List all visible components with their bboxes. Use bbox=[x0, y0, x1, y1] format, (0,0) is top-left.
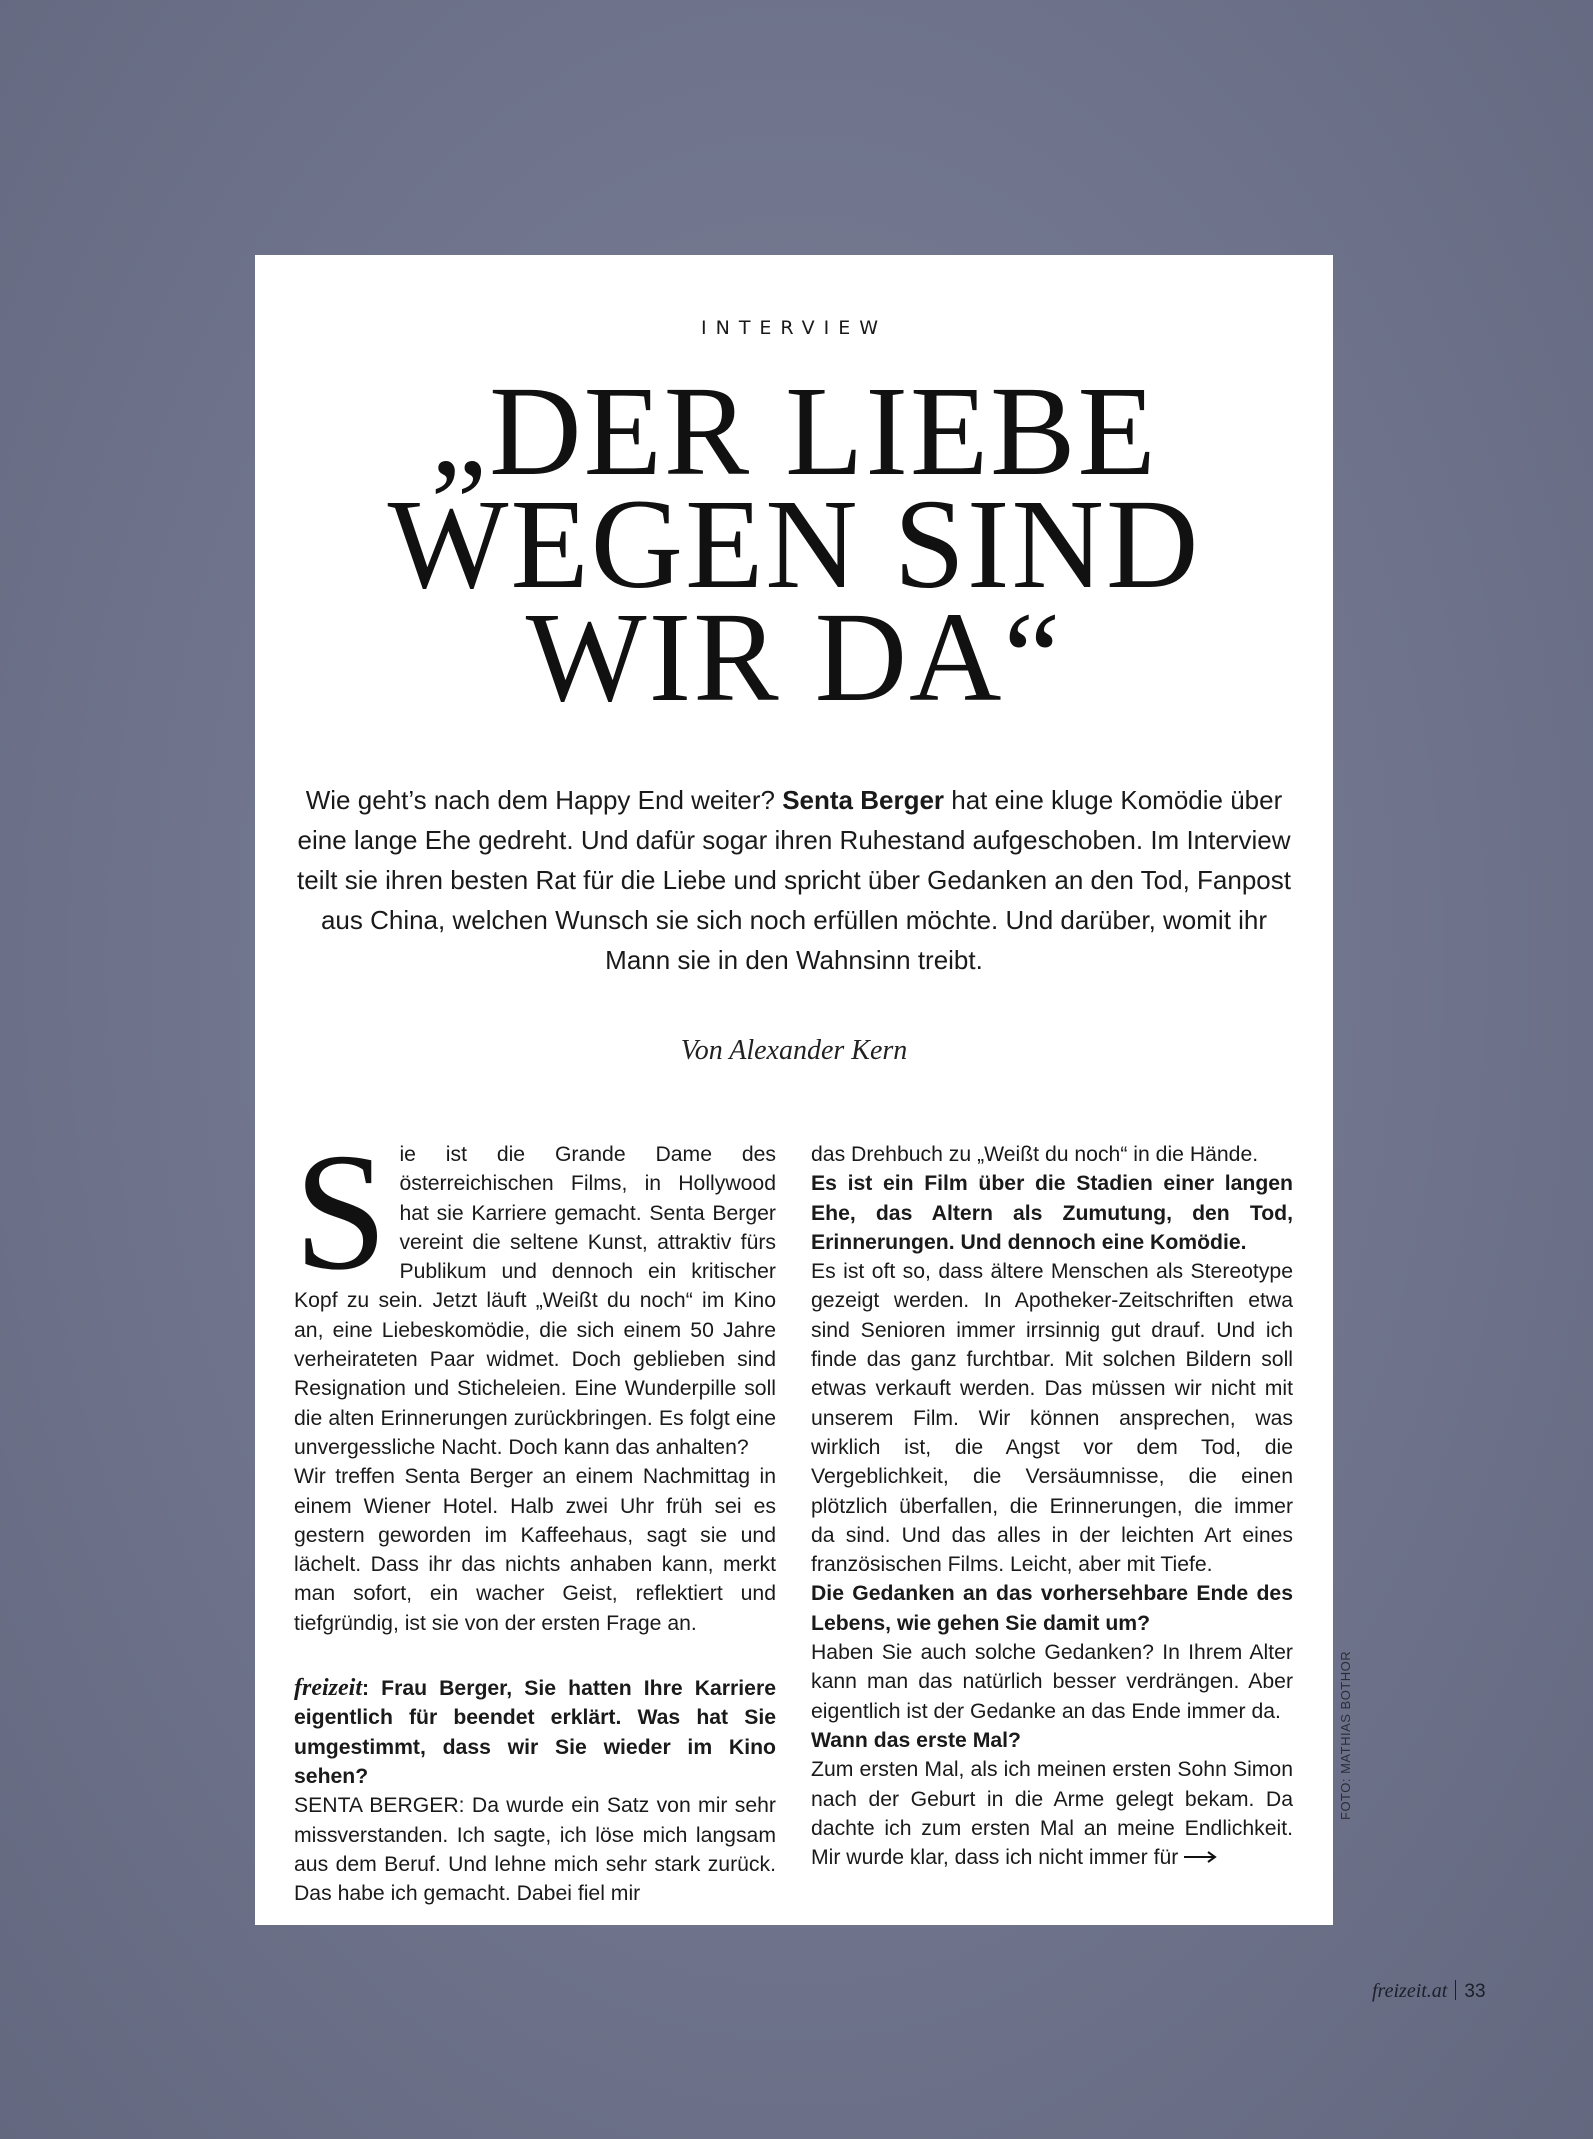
intro-part-1: Wie geht’s nach dem Happy End weiter? bbox=[305, 785, 783, 815]
byline: Von Alexander Kern bbox=[680, 1035, 908, 1066]
question-2: Es ist ein Film über die Stadien einer langen Ehe, das Altern als Zumutung, den Tod, Erinnerungen. Und dennoch eine Komödie. bbox=[811, 1172, 1293, 1254]
lead-paragraph bbox=[294, 1119, 776, 1462]
answer-1-continued: das Drehbuch zu „Weißt du noch“ in die Hände. bbox=[811, 1143, 1259, 1166]
footer-divider bbox=[1455, 1980, 1456, 2000]
footer-site: freizeit.at bbox=[1372, 1980, 1448, 2002]
speaker-label: SENTA BERGER: bbox=[294, 1794, 465, 1818]
intro-text bbox=[295, 780, 1293, 980]
right-column bbox=[811, 1140, 1293, 1872]
answer-4-text: Zum ersten Mal, als ich meinen ersten Sohn Simon nach der Geburt in die Arme gelegt bekam. Da dachte ich zum ersten Mal an meine Endlichkeit. Mir wurde klar, dass ich nicht immer für bbox=[811, 1758, 1293, 1870]
answer-2: Es ist oft so, dass ältere Menschen als Stereotype gezeigt werden. In Apotheker-Zeitschriften etwa sind Senioren immer irrsinnig gut drauf. Und ich finde das ganz furchtbar. Mit solchen Bildern soll etwas verkauft werden. Das müssen wir nicht mit unserem Film. Wir können ansprechen, was wirklich ist, die Angst vor dem Tod, die Vergeblichkeit, die Versäumnisse, die einen plötzlich überfallen, die Erinnerungen, die immer da sind. Und das alles in der leichten Art eines französischen Films. Leicht, aber mit Tiefe. bbox=[811, 1260, 1293, 1577]
continue-arrow-icon bbox=[1184, 1843, 1218, 1872]
question-1-text: : Frau Berger, Sie hatten Ihre Karriere eigentlich für beendet erklärt. Was hat Sie umgestimmt, dass wir Sie wieder im Kino sehen? bbox=[294, 1677, 776, 1788]
page-number: 33 bbox=[1464, 1981, 1486, 2002]
left-column bbox=[294, 1119, 776, 1908]
question-1 bbox=[294, 1674, 776, 1791]
paragraph-2: Wir treffen Senta Berger an einem Nachmittag in einem Wiener Hotel. Halb zwei Uhr früh sei es gestern geworden im Kaffeehaus, sagt sie und lächelt. Dass ihr das nichts anhaben kann, merkt man sofort, ein wacher Geist, reflektiert und tiefgründig, ist sie von der ersten Frage an. bbox=[294, 1465, 776, 1635]
answer-4 bbox=[811, 1755, 1293, 1872]
answer-3: Haben Sie auch solche Gedanken? In Ihrem Alter kann man das natürlich besser verdrängen. Aber eigentlich ist der Gedanke an das Ende immer da. bbox=[811, 1641, 1293, 1723]
question-4: Wann das erste Mal? bbox=[811, 1728, 1021, 1752]
section-kicker: INTERVIEW bbox=[701, 317, 887, 339]
headline bbox=[255, 360, 1333, 728]
headline-line-1: „DER LIEBE bbox=[430, 360, 1158, 502]
headline-line-3: WIR DA“ bbox=[525, 586, 1063, 728]
brand-freizeit: freizeit bbox=[294, 1675, 362, 1702]
dropcap: S bbox=[294, 1119, 388, 1305]
lead-text: ie ist die Grande Dame des österreichischen Films, in Hollywood hat sie Karriere gemacht. Senta Berger vereint die seltene Kunst, attraktiv fürs Publikum und dennoch ein kritischer Kopf zu sein. Jetzt läuft „Weißt du noch“ im Kino an, eine Liebeskomödie, die sich einem 50 Jahre verheirateten Paar widmet. Doch geblieben sind Resignation und Sticheleien. Eine Wunderpille soll die alten Erinnerungen zurückbringen. Es folgt eine unvergessliche Nacht. Doch kann das anhalten? bbox=[294, 1143, 776, 1459]
intro-part-2: hat eine kluge Komödie über eine lange Ehe gedreht. Und dafür sogar ihren Ruhestand aufgeschoben. Im Interview teilt sie ihren besten Rat für die Liebe und spricht über Gedanken an den Tod, Fanpost aus China, welchen Wunsch sie sich noch erfüllen möchte. Und darüber, womit ihr Mann sie in den Wahnsinn treibt. bbox=[297, 785, 1291, 975]
question-3: Die Gedanken an das vorhersehbare Ende des Lebens, wie gehen Sie damit um? bbox=[811, 1582, 1293, 1635]
answer-1-text: Da wurde ein Satz von mir sehr missverstanden. Ich sagte, ich löse mich langsam aus dem Beruf. Und lehne mich sehr stark zurück. Das habe ich gemacht. Dabei fiel mir bbox=[294, 1794, 776, 1906]
headline-line-2: WEGEN SIND bbox=[387, 473, 1201, 615]
answer-1 bbox=[294, 1791, 776, 1908]
photo-credit: FOTO: MATHIAS BOTHOR bbox=[1338, 1650, 1353, 1820]
article-page bbox=[255, 255, 1333, 1925]
intro-name: Senta Berger bbox=[782, 785, 945, 815]
page-footer bbox=[1372, 1980, 1486, 2003]
